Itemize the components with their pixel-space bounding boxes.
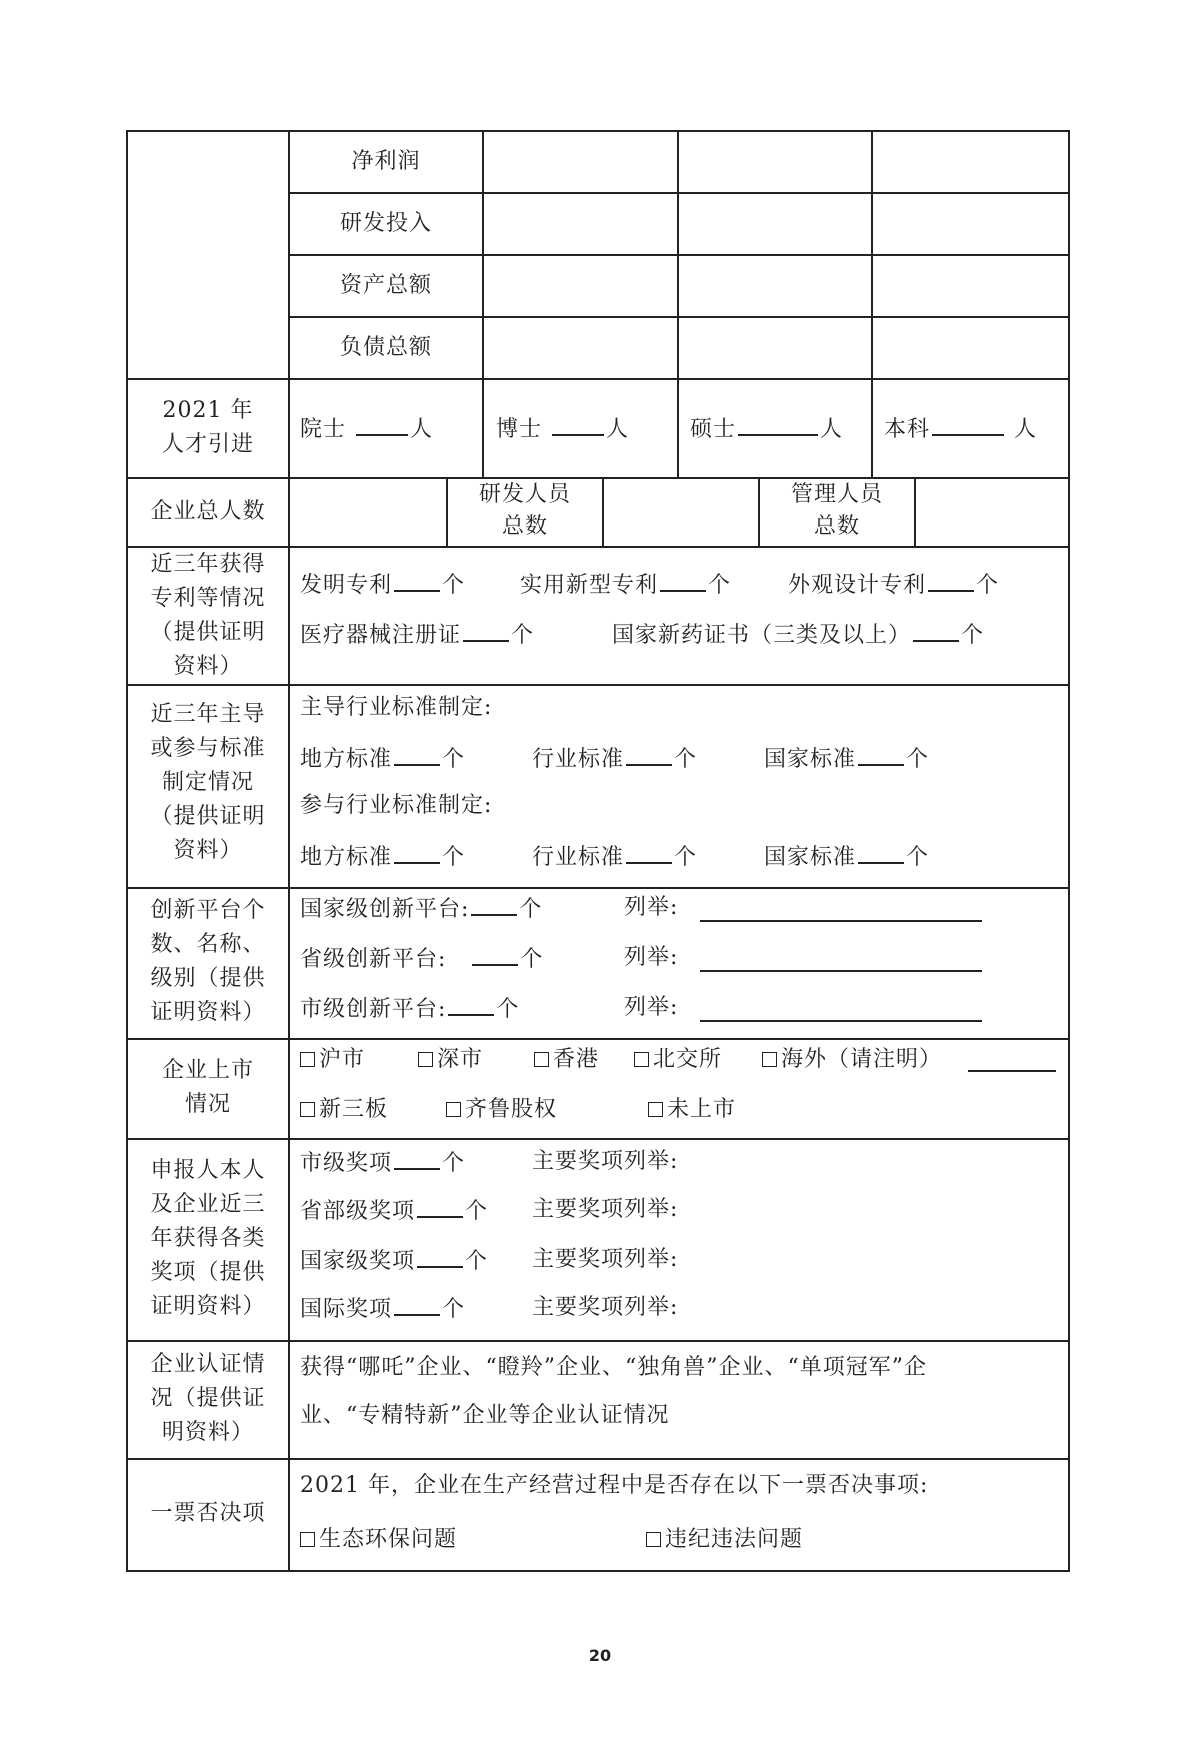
veto-law[interactable] <box>646 1526 803 1554</box>
patents-unit: 个 <box>976 573 1000 598</box>
patents-drug <box>612 620 984 650</box>
platforms-list-label: 列举: <box>624 895 679 920</box>
certification-text-line2: 业、“专精特新”企业等企业认证情况 <box>300 1403 670 1428</box>
talent-academician-label: 院士 <box>300 417 347 442</box>
standards-participate-title: 参与行业标准制定: <box>300 793 493 818</box>
awards-unit: 个 <box>442 1151 466 1176</box>
standards-part-local-blank[interactable] <box>394 842 440 864</box>
staff-rd-label <box>448 479 602 543</box>
platforms-label-line: 创新平台个 <box>150 898 266 923</box>
platforms-unit: 个 <box>496 997 520 1022</box>
talent-unit: 人 <box>1014 417 1038 442</box>
standards-unit: 个 <box>906 845 930 870</box>
awards-city <box>300 1148 465 1178</box>
platforms-unit: 个 <box>519 897 543 922</box>
platforms-list-label: 列举: <box>624 945 679 970</box>
awards-national-blank[interactable] <box>417 1246 463 1268</box>
awards-label-line: 及企业近三 <box>150 1192 266 1217</box>
listing-qilu[interactable] <box>446 1096 557 1124</box>
standards-part-industry-blank[interactable] <box>626 842 672 864</box>
patents-medical-blank[interactable] <box>463 620 509 642</box>
patents-unit: 个 <box>961 623 985 648</box>
standards-local-label: 地方标准 <box>300 845 393 870</box>
row-label-total-liabilities: 负债总额 <box>339 335 432 360</box>
patents-invention-label: 发明专利 <box>300 573 393 598</box>
grid-line <box>871 132 873 477</box>
platforms-provincial-blank[interactable] <box>472 944 518 966</box>
standards-lead-local-blank[interactable] <box>394 744 440 766</box>
awards-city-blank[interactable] <box>394 1148 440 1170</box>
awards-national-label: 国家级奖项 <box>300 1249 416 1274</box>
grid-line <box>128 1458 1070 1460</box>
patents-medical <box>300 620 534 650</box>
standards-unit: 个 <box>442 845 466 870</box>
staff-mgmt-label-line2: 总数 <box>813 514 860 539</box>
talent-bachelor-blank[interactable] <box>932 414 1004 436</box>
platforms-national <box>300 894 542 924</box>
talent-master-blank[interactable] <box>738 414 818 436</box>
patents-label <box>128 548 288 684</box>
awards-national <box>300 1246 488 1276</box>
patents-label-line: 近三年获得 <box>150 552 266 577</box>
checkbox[interactable] <box>762 1052 777 1067</box>
veto-eco-label: 生态环保问题 <box>319 1527 458 1552</box>
talent-doctor-blank[interactable] <box>552 414 604 436</box>
standards-unit: 个 <box>442 747 466 772</box>
patents-design-blank[interactable] <box>928 570 974 592</box>
patents-label-line: 资料） <box>173 654 243 679</box>
staff-mgmt-label-line1: 管理人员 <box>790 482 883 507</box>
platforms-city-blank[interactable] <box>448 994 494 1016</box>
listing-hongkong-label: 香港 <box>553 1047 600 1072</box>
standards-part-national-blank[interactable] <box>858 842 904 864</box>
standards-part-local <box>300 842 465 872</box>
certification-label-line: 况（提供证 <box>150 1386 266 1411</box>
platforms-provincial-label: 省级创新平台: <box>300 947 447 972</box>
patents-utility <box>520 570 731 600</box>
standards-lead-local <box>300 744 465 774</box>
certification-label-line: 企业认证情 <box>150 1352 266 1377</box>
talent-doctor <box>496 414 629 444</box>
standards-label-line: （提供证明 <box>150 804 266 829</box>
patents-design-label: 外观设计专利 <box>788 573 927 598</box>
talent-academician-blank[interactable] <box>356 414 408 436</box>
awards-international-blank[interactable] <box>394 1294 440 1316</box>
grid-line <box>128 1340 1070 1342</box>
veto-law-label: 违纪违法问题 <box>665 1527 804 1552</box>
talent-unit: 人 <box>410 417 434 442</box>
awards-list-label: 主要奖项列举: <box>532 1295 679 1320</box>
platforms-label-line: 证明资料） <box>150 1000 266 1025</box>
staff-total-label: 企业总人数 <box>150 499 266 524</box>
listing-beijing[interactable] <box>634 1046 722 1074</box>
awards-unit: 个 <box>465 1199 489 1224</box>
standards-part-industry <box>532 842 697 872</box>
listing-qilu-label: 齐鲁股权 <box>465 1097 558 1122</box>
platforms-provincial-list-field[interactable] <box>700 970 982 972</box>
patents-invention-blank[interactable] <box>394 570 440 592</box>
checkbox[interactable] <box>648 1102 663 1117</box>
talent-master-label: 硕士 <box>690 417 737 442</box>
listing-neeq-label: 新三板 <box>319 1097 389 1122</box>
listing-overseas-field[interactable] <box>968 1070 1056 1072</box>
patents-medical-label: 医疗器械注册证 <box>300 623 462 648</box>
grid-line <box>288 192 1070 194</box>
talent-label-year: 2021 年 <box>162 398 254 423</box>
standards-national-label: 国家标准 <box>764 747 857 772</box>
standards-unit: 个 <box>674 747 698 772</box>
certification-text-line1: 获得“哪吒”企业、“瞪羚”企业、“独角兽”企业、“单项冠军”企 <box>300 1355 927 1380</box>
awards-list-label: 主要奖项列举: <box>532 1247 679 1272</box>
platforms-national-blank[interactable] <box>471 894 517 916</box>
awards-label-line: 申报人本人 <box>150 1158 266 1183</box>
checkbox[interactable] <box>446 1102 461 1117</box>
grid-line <box>602 477 604 546</box>
talent-bachelor <box>884 414 1037 444</box>
standards-lead-industry <box>532 744 697 774</box>
veto-question: 2021 年，企业在生产经营过程中是否存在以下一票否决事项: <box>300 1473 929 1498</box>
patents-drug-blank[interactable] <box>913 620 959 642</box>
listing-hongkong[interactable] <box>534 1046 599 1074</box>
checkbox[interactable] <box>300 1052 315 1067</box>
listing-beijing-label: 北交所 <box>653 1047 723 1072</box>
talent-doctor-label: 博士 <box>496 417 543 442</box>
patents-unit: 个 <box>708 573 732 598</box>
application-form-table <box>126 130 1070 1572</box>
platforms-provincial <box>300 944 543 974</box>
listing-shanghai-label: 沪市 <box>319 1047 366 1072</box>
talent-label <box>128 394 288 462</box>
grid-line <box>128 1138 1070 1140</box>
staff-rd-label-line1: 研发人员 <box>478 482 571 507</box>
standards-lead-national-blank[interactable] <box>858 744 904 766</box>
grid-line <box>914 477 916 546</box>
standards-lead-industry-blank[interactable] <box>626 744 672 766</box>
standards-unit: 个 <box>674 845 698 870</box>
awards-international <box>300 1294 465 1324</box>
listing-shanghai[interactable] <box>300 1046 365 1074</box>
certification-label-line: 明资料） <box>161 1420 254 1445</box>
patents-utility-label: 实用新型专利 <box>520 573 659 598</box>
standards-label-line: 或参与标准 <box>150 736 266 761</box>
awards-provincial-label: 省部级奖项 <box>300 1199 416 1224</box>
standards-label <box>128 698 288 868</box>
veto-label: 一票否决项 <box>150 1501 266 1526</box>
awards-label-line: 奖项（提供 <box>150 1260 266 1285</box>
veto-eco[interactable] <box>300 1526 457 1554</box>
awards-label <box>128 1154 288 1324</box>
checkbox[interactable] <box>634 1052 649 1067</box>
talent-unit: 人 <box>820 417 844 442</box>
awards-label-line: 证明资料） <box>150 1294 266 1319</box>
platforms-national-label: 国家级创新平台: <box>300 897 470 922</box>
talent-unit: 人 <box>606 417 630 442</box>
listing-overseas[interactable] <box>762 1046 942 1074</box>
patents-invention <box>300 570 465 600</box>
checkbox[interactable] <box>646 1532 661 1547</box>
standards-industry-label: 行业标准 <box>532 747 625 772</box>
awards-provincial <box>300 1196 488 1226</box>
patents-label-line: （提供证明 <box>150 620 266 645</box>
standards-lead-national <box>764 744 929 774</box>
listing-label-line: 企业上市 <box>161 1058 254 1083</box>
listing-unlisted-label: 未上市 <box>667 1097 737 1122</box>
platforms-national-list-field[interactable] <box>700 920 982 922</box>
grid-line <box>288 316 1070 318</box>
page-number: 20 <box>588 1646 612 1665</box>
platforms-list-label: 列举: <box>624 995 679 1020</box>
checkbox[interactable] <box>418 1052 433 1067</box>
talent-academician <box>300 414 433 444</box>
platforms-city <box>300 994 519 1024</box>
awards-city-label: 市级奖项 <box>300 1151 393 1176</box>
patents-drug-label: 国家新药证书（三类及以上） <box>612 623 912 648</box>
listing-neeq[interactable] <box>300 1096 388 1124</box>
awards-international-label: 国际奖项 <box>300 1297 393 1322</box>
standards-industry-label: 行业标准 <box>532 845 625 870</box>
checkbox[interactable] <box>300 1102 315 1117</box>
patents-unit: 个 <box>511 623 535 648</box>
talent-bachelor-label: 本科 <box>884 417 931 442</box>
awards-list-label: 主要奖项列举: <box>532 1197 679 1222</box>
checkbox[interactable] <box>534 1052 549 1067</box>
awards-unit: 个 <box>442 1297 466 1322</box>
checkbox[interactable] <box>300 1532 315 1547</box>
platforms-label-line: 级别（提供 <box>150 966 266 991</box>
grid-line <box>128 887 1070 889</box>
certification-label <box>128 1348 288 1450</box>
standards-label-line: 近三年主导 <box>150 702 266 727</box>
staff-rd-label-line2: 总数 <box>501 514 548 539</box>
standards-lead-title: 主导行业标准制定: <box>300 695 493 720</box>
awards-provincial-blank[interactable] <box>417 1196 463 1218</box>
row-label-rd-investment: 研发投入 <box>339 211 432 236</box>
patents-design <box>788 570 999 600</box>
grid-line <box>128 1038 1070 1040</box>
awards-list-label: 主要奖项列举: <box>532 1149 679 1174</box>
grid-line <box>482 132 484 477</box>
talent-label-text: 人才引进 <box>161 432 254 457</box>
grid-line <box>128 684 1070 686</box>
standards-label-line: 资料） <box>173 838 243 863</box>
patents-unit: 个 <box>442 573 466 598</box>
row-label-total-assets: 资产总额 <box>339 273 432 298</box>
platforms-label-line: 数、名称、 <box>150 932 266 957</box>
platforms-label <box>128 894 288 1030</box>
standards-local-label: 地方标准 <box>300 747 393 772</box>
awards-unit: 个 <box>465 1249 489 1274</box>
grid-line <box>288 254 1070 256</box>
listing-shenzhen[interactable] <box>418 1046 483 1074</box>
listing-unlisted[interactable] <box>648 1096 736 1124</box>
grid-line <box>128 378 1070 380</box>
listing-label <box>128 1054 288 1122</box>
standards-unit: 个 <box>906 747 930 772</box>
listing-overseas-label: 海外（请注明） <box>781 1047 943 1072</box>
grid-line <box>677 132 679 477</box>
staff-mgmt-label <box>760 479 914 543</box>
listing-label-line: 情况 <box>184 1092 231 1117</box>
standards-label-line: 制定情况 <box>161 770 254 795</box>
standards-part-national <box>764 842 929 872</box>
platforms-city-label: 市级创新平台: <box>300 997 447 1022</box>
standards-national-label: 国家标准 <box>764 845 857 870</box>
talent-master <box>690 414 843 444</box>
platforms-unit: 个 <box>520 947 544 972</box>
patents-label-line: 专利等情况 <box>150 586 266 611</box>
patents-utility-blank[interactable] <box>660 570 706 592</box>
awards-label-line: 年获得各类 <box>150 1226 266 1251</box>
platforms-city-list-field[interactable] <box>700 1020 982 1022</box>
row-label-net-profit: 净利润 <box>351 149 421 174</box>
listing-shenzhen-label: 深市 <box>437 1047 484 1072</box>
